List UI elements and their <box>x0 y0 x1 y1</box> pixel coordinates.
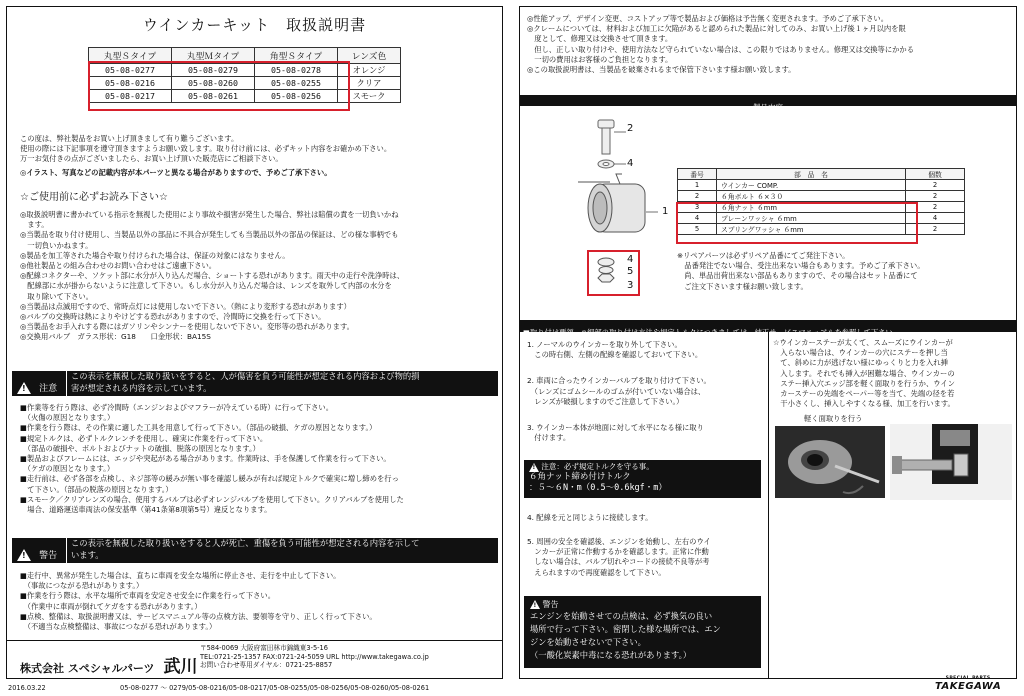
step-4: 4. 配線を元と同じように接続します。 <box>527 513 653 522</box>
callout-number: 1 <box>662 206 669 217</box>
stay-note-line: 干小さくし、挿入しやすくなる様、加工を行います。 <box>773 399 955 409</box>
parts-cell: ウインカー COMP. <box>717 180 906 191</box>
install-header-bar <box>519 320 1017 337</box>
note-line: 取り除いて下さい。 <box>20 291 93 301</box>
engine-warning-line: エンジンを始動させての点検は、必ず換気の良い <box>530 611 713 621</box>
chamfer-photo <box>775 426 885 498</box>
table-row <box>678 180 965 191</box>
parts-cell: 2 <box>678 191 717 202</box>
note-line: 一切負いかねます。 <box>20 240 93 250</box>
step-line: 2. 車両に合ったウインカーバルブを取り付けて下さい。 <box>527 376 711 386</box>
company-name <box>20 652 198 677</box>
step-line: 3. ウインカー本体が地面に対して水平になる様に取り <box>527 423 704 433</box>
brand-name: 武川 <box>163 657 198 677</box>
read-first-heading: ☆ご使用前に必ずお読み下さい☆ <box>20 192 168 203</box>
inquiry-dial: お問い合わせ専用ダイヤル：0721-25-8857 <box>200 661 333 670</box>
parts-cell: ６角ボルト ６×３０ <box>717 191 906 202</box>
engine-warning-label: 警告 <box>542 600 559 609</box>
document-title: ウインカーキット 取扱説明書 <box>142 16 367 34</box>
logo-subtitle: SPECIAL PARTS <box>945 676 991 681</box>
stay-note-line: て、斜めに力が逃げない様にゆっくりと力を入れ挿 <box>773 358 948 368</box>
step-line: レンズが破損しますのでご注意して下さい。） <box>527 396 684 406</box>
note-line: ます。 <box>20 220 49 230</box>
chamfer-label: 軽く面取りを行う <box>804 414 863 423</box>
model-header-cell: 丸型Ｍタイプ <box>172 48 255 64</box>
intro-bold-line: ◎イラスト、写真などの記載内容が本パーツと異なる場合がありますので、予めご了承下さい。 <box>20 167 332 177</box>
note-line: ◎製品を加工等された場合や取り付けられた場合は、保証の対象にはなりません。 <box>20 250 290 260</box>
parts-cell: 3 <box>678 202 717 213</box>
part-numbers-footer: 05-08-0277 ～ 0279/05-08-0216/05-08-0217/05-08-0255/05-08-0256/05-08-0260/05-08-0261 <box>120 684 430 692</box>
parts-header-cell: 部 品 名 <box>717 169 906 180</box>
contents-title-bar <box>519 95 1017 112</box>
model-cell: クリア <box>338 77 401 90</box>
note-line: ◎取扱説明書に書かれている指示を無視した使用により事故や損害が発生した場合、弊社は賠償の責を一切負いかね <box>20 210 399 219</box>
caution-text-line: 害が想定される内容を示しています。 <box>71 382 212 393</box>
step-line: （レンズにゴムシールのゴムが付いていない場合は、 <box>527 386 706 396</box>
model-cell: 05-08-0279 <box>172 64 255 77</box>
step-line: えられますので再度確認をして下さい。 <box>527 567 666 577</box>
logo-text: TAKEGAWA <box>935 681 1002 692</box>
model-cell: 05-08-0256 <box>255 90 338 103</box>
stay-photo <box>890 424 1012 500</box>
parts-cell: 2 <box>906 224 965 235</box>
stay-note-line: 入します。それでも挿入が困難な場合、ウインカーの <box>773 368 955 378</box>
caution-item: ■作業等を行う際は、必ず冷間時（エンジンおよびマフラーが冷えている時）に行って下さい。 <box>20 403 333 412</box>
model-cell: 05-08-0216 <box>89 77 172 90</box>
caution-text-box <box>66 371 498 396</box>
repair-note-line: ※リペアパーツは必ずリペア品番にてご発注下さい。 <box>677 251 850 260</box>
callout-number: 3 <box>627 280 634 291</box>
torque-value: ：５～６N・m（0.5～0.6kgf・m） <box>529 483 667 493</box>
top-note-line: ◎クレームについては、材料および加工に欠陥があると認められた製品に対してのみ、お買い上げ後１ヶ月以内を限 <box>527 24 906 34</box>
repair-note-line: 尚、単品出荷出来ない部品もありますので、その場合はセット品番にて <box>677 271 918 281</box>
callout-number: 5 <box>627 266 634 277</box>
note-line: 配線部に水が掛からないように注意して下さい。もし水分が入り込んだ場合は、レンズを取外して内部の水分を <box>20 281 392 291</box>
caution-item: ■走行前は、必ず各部を点検し、ネジ部等の緩みが無い事を確認し緩みが有れば規定トルクで確実に増し締めを行っ <box>20 474 399 484</box>
note-line: ◎バルブの交換時は熱によりやけどする恐れがありますので、冷間時に交換を行って下さい。 <box>20 312 326 322</box>
warning-triangle-icon: ! <box>17 382 31 394</box>
engine-warning-line: 場所で行って下さい。密閉した様な場所では、エン <box>530 624 721 634</box>
model-cell: 05-08-0278 <box>255 64 338 77</box>
caution-label-wrap <box>17 377 57 396</box>
caution-item: ■規定トルクは、必ずトルクレンチを使用し、確実に作業を行って下さい。 <box>20 433 268 443</box>
warning-item: ■走行中、異常が発生した場合は、直ちに車両を安全な場所に停止させ、走行を中止して下さい。 <box>20 571 341 580</box>
warning-item: （事故につながる恐れがあります。） <box>20 581 144 591</box>
print-date: 2016.03.22 <box>8 684 46 692</box>
warning-item: （作業中に車両が倒れてケガをする恐れがあります。） <box>20 601 202 611</box>
repair-note-line: 品番発注でない場合、受注出来ない場合もあります。予めご了承下さい。 <box>677 261 925 271</box>
top-note-line: 一切の費用はお客様のご負担となります。 <box>527 54 673 64</box>
parts-cell: 5 <box>678 224 717 235</box>
parts-cell: 2 <box>906 191 965 202</box>
company-contact <box>200 644 429 670</box>
parts-cell: 1 <box>678 180 717 191</box>
warning-label: 警告 <box>39 551 58 561</box>
caution-bar <box>12 371 498 396</box>
install-steps <box>527 340 711 443</box>
parts-cell: ６角ナット ６mm <box>717 202 906 213</box>
engine-warning-line: （一酸化炭素中毒になる恐れがあります。） <box>530 650 692 660</box>
step-line: ンカーが正常に作動するかを確認します。正常に作動 <box>527 547 709 557</box>
warning-triangle-icon: ! <box>530 600 540 609</box>
highlight-box <box>676 202 918 244</box>
warning-item: ■点検、整備は、取扱説明書又は、サービスマニュアル等の点検方法、要領等を守り、正しく行って下さい。 <box>20 611 377 621</box>
parts-header-cell: 個数 <box>906 169 965 180</box>
table-row <box>678 191 965 202</box>
caution-text-line: この表示を無視した取り扱いをすると、人が傷害を負う可能性が想定される内容および物的損 <box>71 371 420 381</box>
warning-triangle-icon: ! <box>17 549 31 561</box>
caution-item: 場合、道路運送車両法の保安基準（第41条第8項第5号）違反となります。 <box>20 505 272 515</box>
intro-line: 万一お気付きの点がございましたら、お買い上げ頂いた販売店にご相談下さい。 <box>20 154 283 164</box>
callout-number: 4 <box>627 158 634 169</box>
step-line: この時右側、左側の配線を確認しておいて下さい。 <box>527 350 703 360</box>
model-cell: スモーク <box>338 90 401 103</box>
note-line: ◎当製品は点滅用ですので、常時点灯には使用しないで下さい。（熱により変形する恐れがあります） <box>20 301 351 311</box>
caution-item: ■製品およびフレームには、エッジや突起がある場合があります。作業時は、手を保護して作業を行って下さい。 <box>20 454 391 464</box>
top-note-line: 但し、正しい取り付けや、使用方法など守られていない場合は、この限りではありません。修理又は交換等にかかる <box>527 44 915 54</box>
model-cell: 05-08-0255 <box>255 77 338 90</box>
top-note-line: ◎性能アップ、デザイン変更、コストアップ等で製品および価格は予告無く変更されます。予めご了承下さい。 <box>527 14 888 23</box>
caution-item: （部品の破損や、ボルトおよびナットの破損、脱落の原因となります。） <box>20 443 260 453</box>
note-line: ◎当製品をお手入れする際にはガソリンやシンナーを使用しないで下さい。変形等の恐れがあります。 <box>20 322 354 332</box>
stay-note-line: 入らない場合は、ウインカーの穴にステーを押し当 <box>773 348 948 358</box>
install-column-divider <box>768 332 769 679</box>
torque-label: 注意：必ず規定トルクを守る事。 <box>541 462 654 471</box>
note-line: ◎当製品を取り付け使用し、当製品以外の部品に不具合が発生しても当製品以外の部品の保証は、どの様な事柄でも <box>20 230 399 240</box>
warning-bar <box>12 538 498 563</box>
warning-text-line: います。 <box>71 549 104 560</box>
parts-cell: 2 <box>906 180 965 191</box>
warning-triangle-icon: ! <box>529 463 539 472</box>
model-header-cell: 丸型Ｓタイプ <box>89 48 172 64</box>
warning-text-box <box>66 538 498 563</box>
model-header-cell: レンズ色 <box>338 48 401 64</box>
model-cell: 05-08-0217 <box>89 90 172 103</box>
intro-text <box>20 134 391 178</box>
warning-item: ■作業を行う際は、水平な場所で車両を安定させ安全に作業を行って下さい。 <box>20 591 275 601</box>
model-cell: 05-08-0277 <box>89 64 172 77</box>
step-line: 1. ノーマルのウインカーを取り外して下さい。 <box>527 340 682 349</box>
company-name-text: 株式会社 スペシャルパーツ <box>20 662 155 675</box>
intro-line: この度は、弊社製品をお買い上げ頂きまして有り難うございます。 <box>20 134 239 143</box>
step-line: 付けます。 <box>527 433 571 443</box>
washer-icon <box>598 160 614 168</box>
step-line: しない場合は、バルブ切れやコードの接続不良等が考 <box>527 557 710 567</box>
warning-item: （不適当な点検整備は、事故につながる恐れがあります。） <box>20 622 217 632</box>
model-cell: 05-08-0260 <box>172 77 255 90</box>
intro-line: 使用の際には下記事項を遵守頂きますようお願い致します。取り付け前には、必ずキット内容をお確かめ下さい。 <box>20 144 392 154</box>
note-line: ◎交換用バルブ ガラス形状：G18 口金形状：BA15S <box>20 332 211 342</box>
highlight-box <box>587 250 640 296</box>
repair-note <box>677 251 925 292</box>
engine-warning-line: ジンを始動させないで下さい。 <box>530 637 646 647</box>
step-line: 5. 周囲の安全を確認後、エンジンを始動し、左右のウイ <box>527 537 711 546</box>
model-cell: オレンジ <box>338 64 401 77</box>
parts-cell: 4 <box>678 213 717 224</box>
highlight-box <box>88 61 350 111</box>
repair-note-line: ご注文下さいます様お願い致します。 <box>677 281 808 291</box>
caution-items <box>20 403 404 515</box>
warning-text-line: この表示を無視した取り扱いをすると人が死亡、重傷を負う可能性が想定される内容を示して <box>71 538 420 548</box>
notes-list <box>20 210 404 343</box>
note-line: ◎他社製品との組み合わせのお問い合わせはご遠慮下さい。 <box>20 261 217 271</box>
stay-note-line: カーステーの先端をペーパー等を当て、先端の径を若 <box>773 389 955 399</box>
takegawa-logo <box>935 676 1001 692</box>
engine-warning-box <box>524 596 761 668</box>
callout-number: 4 <box>627 254 634 265</box>
parts-cell: 2 <box>906 202 965 213</box>
parts-cell: 4 <box>906 213 965 224</box>
address: 〒584-0069 大阪府富田林市錦織東3-5-16 <box>200 644 328 652</box>
parts-cell: スプリングワッシャ ６mm <box>717 224 906 235</box>
top-note-line: ◎この取扱説明書は、当製品を破棄されるまで保管下さいます様お願い致します。 <box>527 65 796 75</box>
turn-signal-icon <box>578 174 645 232</box>
torque-box <box>524 460 761 498</box>
callout-number: 2 <box>627 123 634 134</box>
torque-label-wrap <box>529 462 756 472</box>
top-notes <box>527 14 914 75</box>
warning-label-wrap <box>17 544 57 563</box>
warning-items <box>20 571 377 632</box>
engine-warning-label-wrap <box>530 599 755 610</box>
caution-item: て下さい。（部品の脱落の原因となります。） <box>20 484 173 494</box>
phone-fax-url: TEL:0721-25-1357 FAX:0721-24-5059 URL http://www.takegawa.co.jp <box>200 652 429 661</box>
caution-label: 注意 <box>39 384 58 394</box>
stay-note <box>773 338 955 409</box>
install-header: ■取り付け要領 ※細部の取り付け方法や規定トルクにつきましては、純正サービスマニュアルを参照して下さい。 <box>523 328 901 337</box>
step-5 <box>527 537 711 578</box>
model-header-cell: 角型Ｓタイプ <box>255 48 338 64</box>
bolt-icon <box>598 120 614 154</box>
top-note-line: 度として、修理又は交換させて頂きます。 <box>527 34 673 44</box>
caution-item: ■作業を行う際は、その作業に適した工具を用意して行って下さい。（部品の破損、ケガの原因となります。） <box>20 423 377 433</box>
caution-item: （ケガの原因となります。） <box>20 464 115 474</box>
stay-note-line: ☆ウインカーステーが太くて、スムーズにウインカーが <box>773 338 953 347</box>
parts-cell: プレーンワッシャ ６mm <box>717 213 906 224</box>
caution-item: （火傷の原因となります。） <box>20 413 115 423</box>
contents-title: 製品内容 <box>753 103 783 112</box>
stay-note-line: ステー挿入穴エッジ部を軽く面取りを行うか、ウイン <box>773 378 955 388</box>
model-cell: 05-08-0261 <box>172 90 255 103</box>
note-line: ◎配線コネクターや、ソケット部に水分が入り込んだ場合、ショートする恐れがあります。雨天中の走行や洗浄時は、 <box>20 271 405 281</box>
footer-divider <box>6 640 503 641</box>
torque-title: ６角ナット締め付けトルク <box>529 472 631 482</box>
caution-item: ■スモーク／クリアレンズの場合、使用するバルブは必ずオレンジバルブを使用して下さい。クリアバルブを使用した <box>20 494 404 504</box>
parts-header-cell: 番号 <box>678 169 717 180</box>
parts-table-header <box>678 169 965 180</box>
